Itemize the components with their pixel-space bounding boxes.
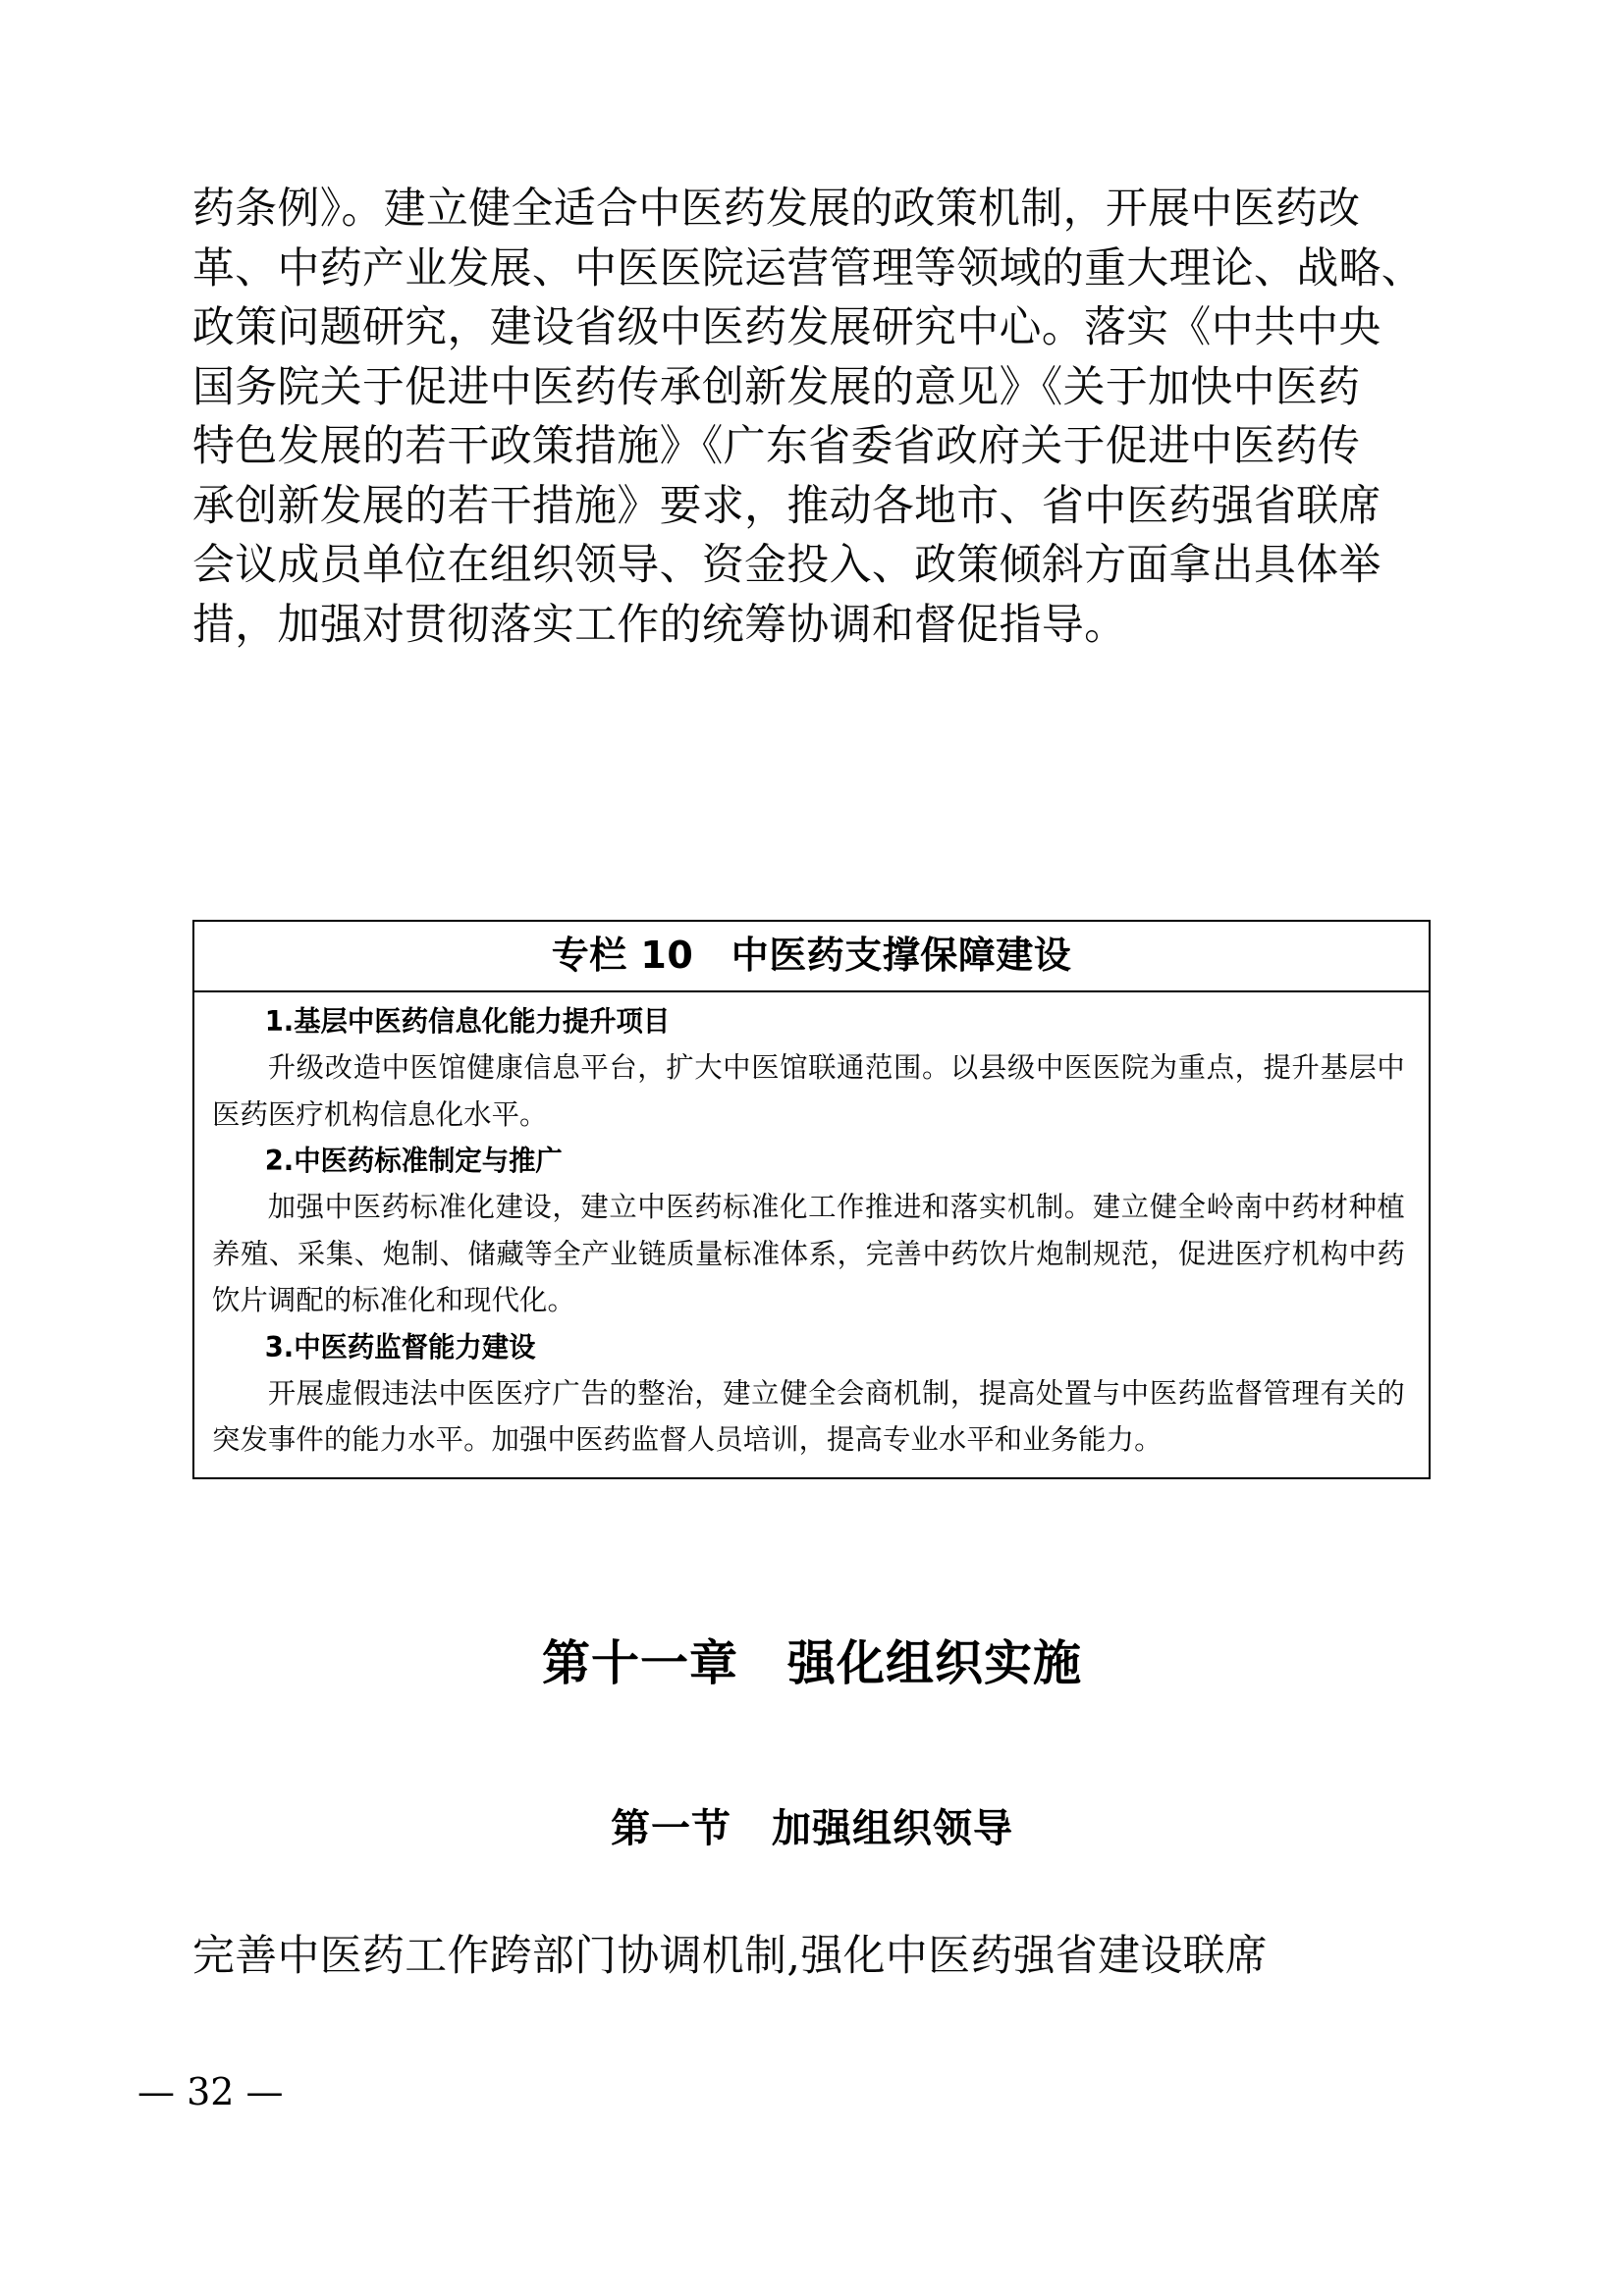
- body-line: 会议成员单位在组织领导、资金投入、政策倾斜方面拿出具体举: [192, 541, 1381, 590]
- callout-item-text: 升级改造中医馆健康信息平台，扩大中医馆联通范围。以县级中医医院为重点，提升基层中医药医疗机构信息化水平。: [212, 1051, 1405, 1131]
- callout-item-heading: 2.中医药标准制定与推广: [264, 1145, 563, 1177]
- callout-item-heading: 1.基层中医药信息化能力提升项目: [264, 1005, 671, 1038]
- body-line: 措，加强对贯彻落实工作的统筹协调和督促指导。: [192, 600, 1127, 650]
- callout-item-text: 开展虚假违法中医医疗广告的整治，建立健全会商机制，提高处置与中医药监督管理有关的突发事件的能力水平。加强中医药监督人员培训，提高专业水平和业务能力。: [212, 1376, 1405, 1456]
- bottom-paragraph-block: [192, 1927, 1433, 1987]
- section-heading: 第一节 加强组织领导: [611, 1806, 1013, 1851]
- body-line: 承创新发展的若干措施》要求，推动各地市、省中医药强省联席: [192, 481, 1381, 531]
- body-line: 政策问题研究，建设省级中医药发展研究中心。落实《中共中央: [192, 303, 1381, 352]
- body-line: 国务院关于促进中医药传承创新发展的意见》《关于加快中医药: [192, 362, 1361, 412]
- callout-title-bar: [194, 922, 1429, 992]
- top-paragraph-block: [192, 180, 1433, 655]
- callout-item-heading: 3.中医药监督能力建设: [264, 1330, 536, 1363]
- callout-body: [194, 992, 1429, 1477]
- chapter-heading: 第十一章 强化组织实施: [541, 1635, 1082, 1691]
- body-line: 特色发展的若干政策措施》《广东省委省政府关于促进中医药传: [192, 422, 1361, 471]
- body-line: 完善中医药工作跨部门协调机制,强化中医药强省建设联席: [192, 1932, 1269, 1981]
- callout-title: 专栏 10 中医药支撑保障建设: [551, 934, 1072, 977]
- body-line: 药条例》。建立健全适合中医药发展的政策机制，开展中医药改: [192, 185, 1361, 234]
- callout-box: [192, 920, 1431, 1479]
- page-number: — 32 —: [137, 2070, 284, 2113]
- body-line: 革、中药产业发展、中医医院运营管理等领域的重大理论、战略、: [192, 243, 1425, 294]
- callout-item-text: 加强中医药标准化建设，建立中医药标准化工作推进和落实机制。建立健全岭南中药材种植养殖、采集、炮制、储藏等全产业链质量标准体系，完善中药饮片炮制规范，促进医疗机构中药饮片调配的标准化和现代化。: [212, 1191, 1405, 1316]
